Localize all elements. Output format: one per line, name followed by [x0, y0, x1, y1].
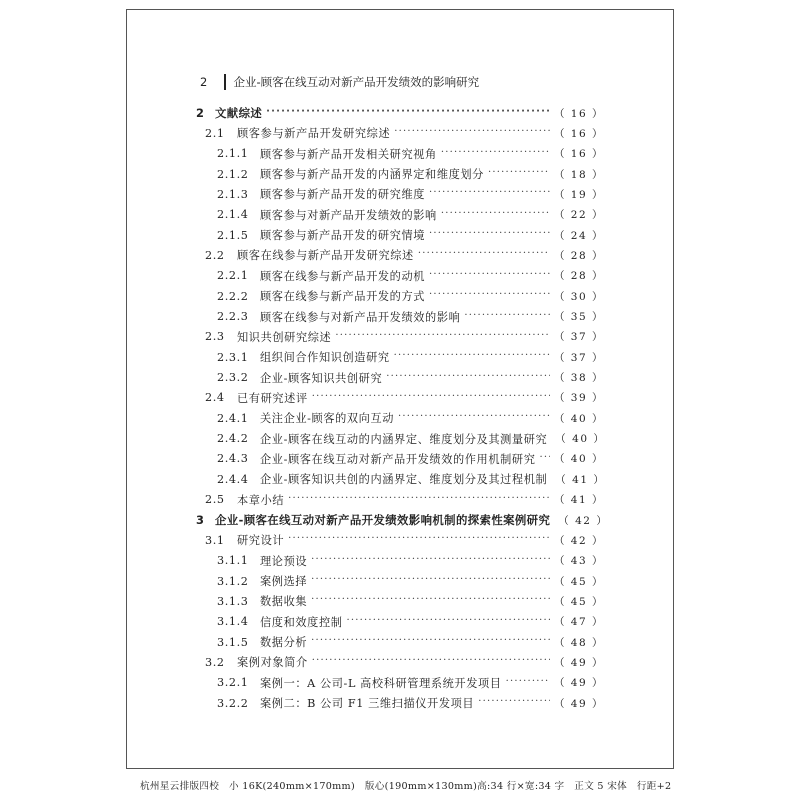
- toc-entry-page: （ 40 ）: [553, 453, 604, 466]
- toc-entry: [196, 510, 609, 530]
- toc-entry-number: 2.1: [205, 126, 225, 140]
- toc-entry-title: 案例二：B 公司 F1 三维扫描仪开发项目: [260, 697, 475, 711]
- toc-entry: [205, 652, 604, 672]
- toc-leader-dots: [441, 205, 550, 225]
- toc-entry-page: （ 45 ）: [553, 595, 604, 608]
- toc-entry-number: 3.1.4: [217, 615, 249, 629]
- toc-entry-title: 研究设计: [237, 534, 285, 548]
- toc-entry: [217, 205, 604, 225]
- toc-entry-number: 2.1.5: [217, 228, 249, 242]
- toc-entry-title: 企业-顾客在线互动的内涵界定、维度划分及其测量研究: [260, 432, 548, 446]
- toc-entry: [217, 144, 604, 164]
- toc-entry: [217, 307, 604, 327]
- toc-entry-title: 本章小结: [237, 493, 285, 507]
- toc-entry-page: （ 49 ）: [553, 697, 604, 710]
- toc-entry-title: 数据收集: [260, 595, 308, 609]
- toc-entry: [217, 368, 604, 388]
- toc-entry-title: 案例对象简介: [237, 656, 308, 670]
- toc-entry-page: （ 18 ）: [553, 168, 604, 181]
- toc-leader-dots: [429, 286, 550, 306]
- toc-leader-dots: [488, 164, 550, 184]
- print-info-footer: 杭州星云排版四校 小 16K(240mm×170mm) 版心(190mm×130mm)高:34 行×宽:34 字 正文 5 宋体 行距+2: [140, 781, 672, 792]
- toc-entry: [217, 286, 604, 306]
- toc-entry-number: 3.1.2: [217, 574, 249, 588]
- toc-leader-dots: [418, 245, 550, 265]
- toc-entry-title: 顾客在线参与新产品开发的方式: [260, 290, 426, 304]
- toc-entry-page: （ 49 ）: [553, 677, 604, 690]
- toc-entry-number: 3.1.3: [217, 594, 249, 608]
- toc-entry-title: 信度和效度控制: [260, 615, 343, 629]
- toc-entry-number: 2.4.2: [217, 432, 249, 446]
- toc-entry-number: 3: [196, 513, 205, 527]
- toc-entry-page: （ 41 ）: [553, 494, 604, 507]
- toc-leader-dots: [288, 530, 550, 550]
- toc-entry-title: 顾客参与新产品开发的研究情境: [260, 229, 426, 243]
- toc-entry-page: （ 42 ）: [558, 514, 609, 527]
- toc-leader-dots: [266, 103, 550, 123]
- toc-entry-title: 企业-顾客在线互动对新产品开发绩效的作用机制研究: [260, 452, 536, 466]
- toc-entry-page: （ 16 ）: [553, 148, 604, 161]
- toc-entry-number: 3.2.2: [217, 696, 249, 710]
- toc-leader-dots: [429, 184, 550, 204]
- toc-entry-number: 3.1.1: [217, 554, 249, 568]
- toc-entry-number: 2: [196, 106, 205, 120]
- toc-entry: [217, 551, 604, 571]
- toc-entry-page: （ 49 ）: [553, 656, 604, 669]
- toc-entry-title: 知识共创研究综述: [237, 330, 332, 344]
- toc-entry: [205, 327, 604, 347]
- toc-entry: [205, 388, 604, 408]
- running-header: [200, 73, 479, 91]
- toc-entry: [217, 184, 604, 204]
- toc-entry-title: 顾客参与对新产品开发绩效的影响: [260, 208, 437, 222]
- toc-entry: [217, 673, 604, 693]
- toc-entry: [205, 530, 604, 550]
- toc-entry-page: （ 43 ）: [553, 555, 604, 568]
- toc-leader-dots: [288, 490, 550, 510]
- toc-entry-page: （ 42 ）: [553, 534, 604, 547]
- toc-entry-page: （ 41 ）: [555, 473, 606, 486]
- toc-entry-page: （ 35 ）: [553, 311, 604, 323]
- toc-leader-dots: [311, 571, 550, 591]
- toc-entry-number: 2.1.1: [217, 147, 249, 161]
- toc-leader-dots: [394, 123, 550, 143]
- toc-entry: [217, 632, 604, 652]
- toc-leader-dots: [441, 144, 550, 164]
- toc-entry: [217, 449, 604, 469]
- toc-entry-title: 顾客在线参与对新产品开发绩效的影响: [260, 310, 461, 324]
- toc-entry: [217, 571, 604, 591]
- toc-entry-page: （ 16 ）: [553, 127, 604, 140]
- toc-entry-number: 2.4: [205, 391, 225, 405]
- toc-entry: [217, 429, 604, 449]
- toc-entry: [205, 490, 604, 510]
- toc-entry-page: （ 39 ）: [553, 392, 604, 405]
- toc-leader-dots: [311, 591, 550, 611]
- toc-leader-dots: [312, 652, 550, 672]
- toc-entry-title: 案例选择: [260, 575, 308, 589]
- toc-leader-dots: [429, 225, 550, 245]
- toc-entry-number: 2.1.2: [217, 167, 249, 181]
- toc-leader-dots: [311, 632, 550, 652]
- toc-leader-dots: [429, 266, 550, 286]
- toc-entry: [217, 469, 604, 489]
- toc-entry-page: （ 45 ）: [553, 575, 604, 588]
- toc-entry: [217, 225, 604, 245]
- toc-entry-title: 数据分析: [260, 636, 308, 650]
- toc-leader-dots: [312, 388, 550, 408]
- toc-leader-dots: [464, 307, 550, 327]
- toc-entry-title: 已有研究述评: [237, 391, 308, 405]
- toc-entry-title: 顾客参与新产品开发相关研究视角: [260, 147, 437, 161]
- toc-entry-number: 2.3.2: [217, 371, 249, 385]
- toc-entry-page: （ 16 ）: [553, 107, 604, 120]
- toc-entry-page: （ 28 ）: [553, 270, 604, 283]
- toc-entry: [217, 164, 604, 184]
- toc-entry-number: 2.4.3: [217, 452, 249, 466]
- toc-entry-title: 企业-顾客在线互动对新产品开发绩效影响机制的探索性案例研究: [215, 513, 551, 527]
- toc-entry-number: 3.2.1: [217, 676, 249, 690]
- running-title: 企业-顾客在线互动对新产品开发绩效的影响研究: [233, 75, 480, 89]
- toc-entry-page: （ 37 ）: [553, 331, 604, 344]
- toc-entry-number: 2.3.1: [217, 350, 249, 364]
- toc-leader-dots: [347, 612, 550, 632]
- toc-entry-title: 顾客参与新产品开发研究综述: [237, 127, 391, 141]
- toc-entry-number: 2.1.3: [217, 187, 249, 201]
- toc-leader-dots: [311, 551, 550, 571]
- toc-entry: [205, 245, 604, 265]
- toc-entry-page: （ 48 ）: [553, 636, 604, 649]
- toc-leader-dots: [394, 347, 550, 367]
- toc-entry-number: 2.2: [205, 248, 225, 262]
- toc-entry-title: 顾客在线参与新产品开发研究综述: [237, 249, 414, 263]
- toc-entry-page: （ 28 ）: [553, 249, 604, 262]
- toc-entry-number: 3.2: [205, 655, 225, 669]
- page-number: 2: [200, 75, 208, 89]
- toc-entry-title: 顾客在线参与新产品开发的动机: [260, 269, 426, 283]
- toc-entry-page: （ 40 ）: [553, 412, 604, 425]
- toc-entry-page: （ 38 ）: [553, 372, 604, 385]
- toc-entry-page: （ 24 ）: [553, 229, 604, 242]
- toc-entry: [217, 591, 604, 611]
- toc-leader-dots: [540, 449, 550, 469]
- toc-entry-number: 3.1: [205, 533, 225, 547]
- toc-entry-page: （ 19 ）: [553, 188, 604, 201]
- toc-entry: [217, 347, 604, 367]
- toc-entry: [217, 408, 604, 428]
- toc-entry: [217, 612, 604, 632]
- toc-entry-title: 企业-顾客知识共创的内涵界定、维度划分及其过程机制: [260, 473, 548, 487]
- toc-entry: [217, 266, 604, 286]
- toc-entry: [196, 103, 604, 123]
- toc-entry-number: 2.3: [205, 330, 225, 344]
- toc-leader-dots: [506, 673, 550, 693]
- toc-entry-title: 企业-顾客知识共创研究: [260, 371, 383, 385]
- toc-entry-page: （ 22 ）: [553, 209, 604, 222]
- toc-entry: [217, 693, 604, 713]
- toc-entry-title: 组织间合作知识创造研究: [260, 351, 390, 365]
- toc-entry-number: 2.4.1: [217, 411, 249, 425]
- header-divider: [224, 74, 226, 90]
- toc-entry-title: 理论预设: [260, 554, 308, 568]
- toc-entry-title: 文献综述: [215, 106, 263, 120]
- toc-entry-number: 2.2.3: [217, 310, 249, 323]
- toc-entry-title: 顾客参与新产品开发的研究维度: [260, 188, 426, 202]
- toc-leader-dots: [386, 368, 550, 388]
- toc-leader-dots: [398, 408, 550, 428]
- toc-entry-title: 顾客参与新产品开发的内涵界定和维度划分: [260, 168, 484, 182]
- toc-entry-number: 2.2.1: [217, 269, 249, 283]
- toc-entry-number: 2.4.4: [217, 472, 249, 486]
- toc-entry-number: 2.1.4: [217, 208, 249, 222]
- toc-entry-page: （ 40 ）: [555, 433, 606, 446]
- toc-entry-page: （ 30 ）: [553, 290, 604, 303]
- toc-entry-title: 关注企业-顾客的双向互动: [260, 412, 395, 426]
- toc-leader-dots: [478, 693, 550, 713]
- toc-leader-dots: [335, 327, 550, 347]
- toc-entry-page: （ 47 ）: [553, 616, 604, 629]
- toc-entry-number: 2.2.2: [217, 289, 249, 303]
- toc-entry: [205, 123, 604, 143]
- toc-entry-number: 2.5: [205, 493, 225, 507]
- toc-entry-title: 案例一：A 公司-L 高校科研管理系统开发项目: [260, 676, 502, 690]
- toc-entry-page: （ 37 ）: [553, 351, 604, 364]
- toc-entry-number: 3.1.5: [217, 635, 249, 649]
